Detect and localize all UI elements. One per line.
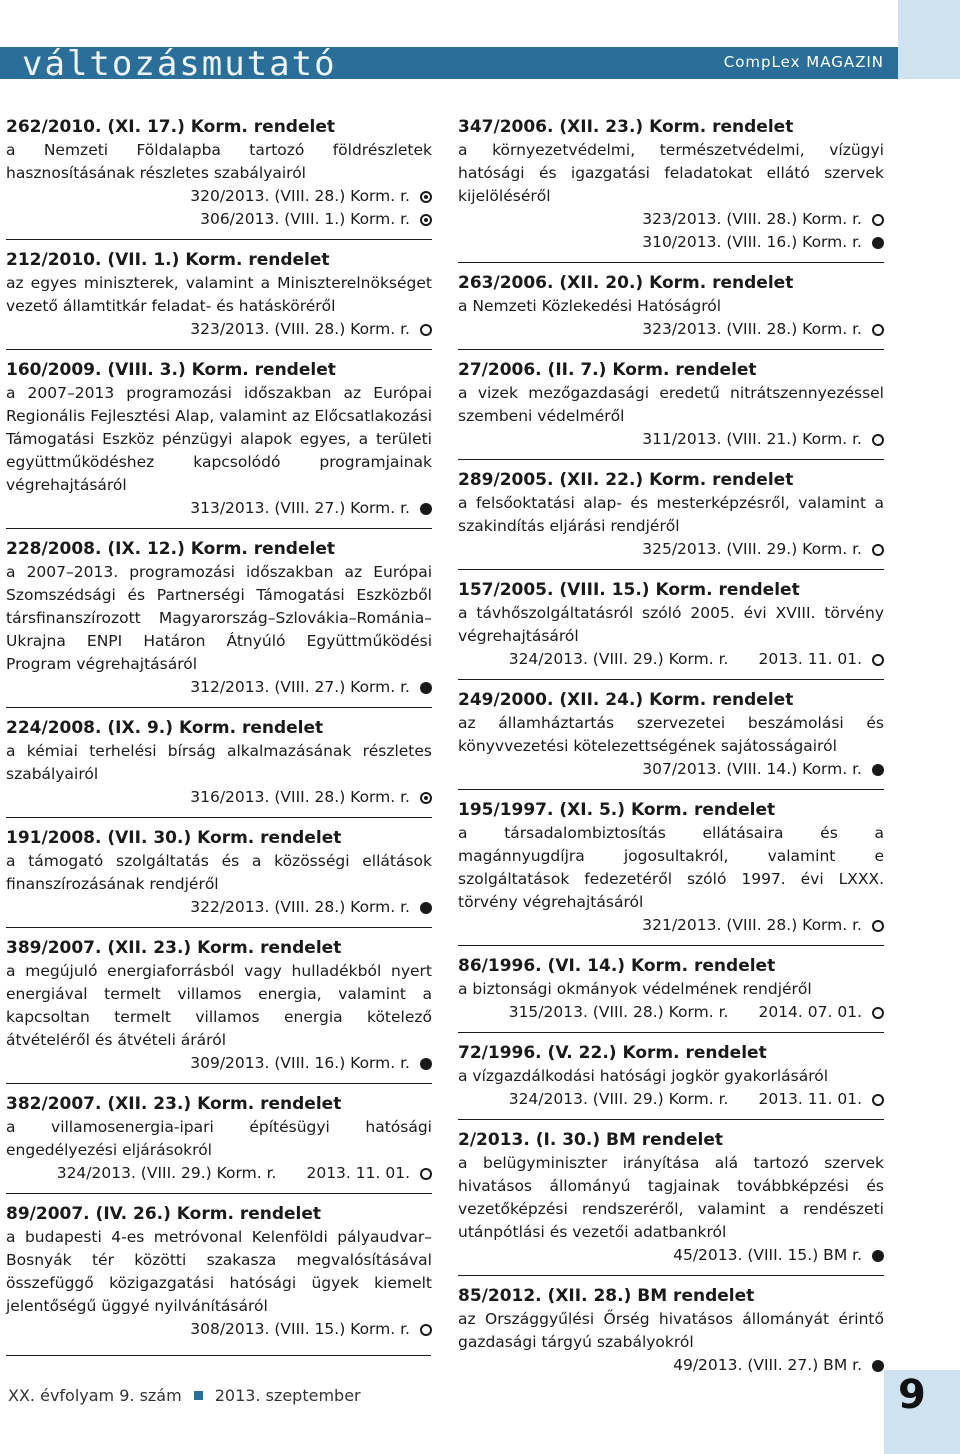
amendment-text: 308/2013. (VIII. 15.) Korm. r. (190, 1320, 410, 1338)
open-circle-icon (872, 654, 884, 666)
amendment-text: 310/2013. (VIII. 16.) Korm. r. (642, 233, 862, 251)
filled-circle-icon (420, 503, 432, 515)
square-bullet-icon (194, 1391, 203, 1400)
regulation-description: a felsőoktatási alap- és mesterképzésről, valamint a szakindítás eljárási rendjéről (458, 494, 884, 535)
open-circle-icon (872, 920, 884, 932)
amendment-reference (6, 896, 432, 919)
regulation-description: a távhőszolgáltatásról szóló 2005. évi XVIII. törvény végrehajtásáról (458, 604, 884, 645)
regulation-description: a kémiai terhelési bírság alkalmazásának részletes szabályairól (6, 742, 432, 783)
regulation-title: 212/2010. (VII. 1.) Korm. rendelet (6, 250, 330, 270)
amendment-reference (458, 208, 884, 231)
regulation-description: az államháztartás szervezetei beszámolási és könyvvezetési kötelezettségének sajátosságairól (458, 714, 884, 755)
regulation-entry (458, 579, 884, 680)
regulation-title: 224/2008. (IX. 9.) Korm. rendelet (6, 718, 324, 738)
filled-circle-icon (420, 1058, 432, 1070)
regulation-title: 72/1996. (V. 22.) Korm. rendelet (458, 1043, 767, 1063)
page-number-box (884, 1370, 960, 1454)
issue-label: XX. évfolyam 9. szám (8, 1386, 182, 1405)
open-circle-icon (872, 544, 884, 556)
regulation-description: a biztonsági okmányok védelmének rendjéről (458, 980, 812, 998)
amendment-text: 324/2013. (VIII. 29.) Korm. r. (508, 1090, 729, 1108)
section-title: változásmutató (22, 44, 337, 84)
footer (8, 1386, 361, 1405)
regulation-entry (6, 937, 432, 1084)
amendment-text: 323/2013. (VIII. 28.) Korm. r. (642, 210, 862, 228)
amendment-text: 321/2013. (VIII. 28.) Korm. r. (642, 916, 862, 934)
header-corner-block (898, 0, 960, 79)
regulation-entry (6, 249, 432, 350)
dotted-circle-icon (420, 792, 432, 804)
regulation-entry (6, 717, 432, 818)
open-circle-icon (420, 1168, 432, 1180)
amendment-text: 311/2013. (VIII. 21.) Korm. r. (642, 430, 862, 448)
regulation-description: az egyes miniszterek, valamint a Miniszterelnökséget vezető államtitkár feladat- és hatásköréről (6, 274, 432, 315)
regulation-title: 157/2005. (VIII. 15.) Korm. rendelet (458, 580, 800, 600)
regulation-description: a villamosenergia-ipari építésügyi hatósági engedélyezési eljárásokról (6, 1118, 432, 1159)
magazine-name: CompLex MAGAZIN (723, 53, 884, 71)
effective-date: 2013. 11. 01. (758, 1090, 862, 1108)
effective-date: 2013. 11. 01. (758, 650, 862, 668)
regulation-description: a környezetvédelmi, természetvédelmi, vízügyi hatósági és igazgatási feladatokat ellátó szervek kijelöléséről (458, 141, 884, 205)
amendment-reference (6, 208, 432, 231)
amendment-reference (458, 1244, 884, 1267)
regulation-title: 86/1996. (VI. 14.) Korm. rendelet (458, 956, 776, 976)
regulation-description: a budapesti 4-es metróvonal Kelenföldi pályaudvar–Bosnyák tér közötti szakasza megvalósításával összefüggő közigazgatási hatósági ügyek kiemelt jelentőségű üggyé nyilvánításáról (6, 1228, 432, 1315)
regulation-entry (458, 1285, 884, 1385)
regulation-entry (458, 799, 884, 946)
open-circle-icon (872, 434, 884, 446)
amendment-reference (6, 676, 432, 699)
regulation-title: 263/2006. (XII. 20.) Korm. rendelet (458, 273, 794, 293)
amendment-text: 325/2013. (VIII. 29.) Korm. r. (642, 540, 862, 558)
regulation-entry (458, 1042, 884, 1120)
amendment-reference (458, 538, 884, 561)
regulation-title: 382/2007. (XII. 23.) Korm. rendelet (6, 1094, 342, 1114)
filled-circle-icon (872, 237, 884, 249)
regulation-title: 2/2013. (I. 30.) BM rendelet (458, 1130, 723, 1150)
dotted-circle-icon (420, 214, 432, 226)
open-circle-icon (872, 214, 884, 226)
regulation-entry (458, 116, 884, 263)
regulation-title: 191/2008. (VII. 30.) Korm. rendelet (6, 828, 342, 848)
dotted-circle-icon (420, 191, 432, 203)
regulation-title: 85/2012. (XII. 28.) BM rendelet (458, 1286, 755, 1306)
amendment-text: 323/2013. (VIII. 28.) Korm. r. (642, 320, 862, 338)
regulation-entry (6, 359, 432, 529)
regulation-description: a Nemzeti Közlekedési Hatóságról (458, 297, 722, 315)
amendment-text: 312/2013. (VIII. 27.) Korm. r. (190, 678, 410, 696)
amendment-reference (6, 1052, 432, 1075)
amendment-text: 309/2013. (VIII. 16.) Korm. r. (190, 1054, 410, 1072)
amendment-reference (458, 428, 884, 451)
amendment-text: 45/2013. (VIII. 15.) BM r. (673, 1246, 862, 1264)
regulation-entry (458, 1129, 884, 1276)
regulation-description: a támogató szolgáltatás és a közösségi ellátások finanszírozásának rendjéről (6, 852, 432, 893)
open-circle-icon (420, 1324, 432, 1336)
regulation-title: 228/2008. (IX. 12.) Korm. rendelet (6, 539, 335, 559)
open-circle-icon (420, 324, 432, 336)
amendment-text: 320/2013. (VIII. 28.) Korm. r. (190, 187, 410, 205)
amendment-text: 324/2013. (VIII. 29.) Korm. r. (508, 650, 729, 668)
amendment-text: 324/2013. (VIII. 29.) Korm. r. (56, 1164, 277, 1182)
regulation-title: 389/2007. (XII. 23.) Korm. rendelet (6, 938, 342, 958)
amendment-reference (6, 1162, 432, 1185)
amendment-text: 49/2013. (VIII. 27.) BM r. (673, 1356, 862, 1374)
amendment-reference (458, 914, 884, 937)
filled-circle-icon (872, 1250, 884, 1262)
regulation-entry (458, 469, 884, 570)
regulation-description: a megújuló energiaforrásból vagy hulladékból nyert energiával termelt villamos energia, valamint a kapcsoltan termelt villamos energia kötelező átvételéről és átvételi áráról (6, 962, 432, 1049)
regulation-title: 89/2007. (IV. 26.) Korm. rendelet (6, 1204, 322, 1224)
amendment-reference (6, 786, 432, 809)
amendment-reference (6, 185, 432, 208)
regulation-entry (6, 827, 432, 928)
regulation-description: a vízgazdálkodási hatósági jogkör gyakorlásáról (458, 1067, 829, 1085)
amendment-text: 316/2013. (VIII. 28.) Korm. r. (190, 788, 410, 806)
amendment-reference (6, 497, 432, 520)
issue-date: 2013. szeptember (214, 1386, 361, 1405)
amendment-reference (458, 318, 884, 341)
amendment-reference (458, 1354, 884, 1377)
regulation-entry (458, 955, 884, 1033)
regulation-description: az Országgyűlési Őrség hivatásos állományát érintő gazdasági tárgyú szabályokról (458, 1310, 884, 1351)
left-column (6, 116, 432, 1358)
regulation-title: 289/2005. (XII. 22.) Korm. rendelet (458, 470, 794, 490)
regulation-entry (6, 116, 432, 240)
regulation-title: 249/2000. (XII. 24.) Korm. rendelet (458, 690, 794, 710)
amendment-text: 306/2013. (VIII. 1.) Korm. r. (200, 210, 410, 228)
amendment-reference (458, 1001, 884, 1024)
amendment-reference (458, 231, 884, 254)
open-circle-icon (872, 1007, 884, 1019)
regulation-description: a társadalombiztosítás ellátásaira és a magánnyugdíjra jogosultakról, valamint e szolgáltatások fedezetéről szóló 1997. évi LXXX. törvény végrehajtásáról (458, 824, 884, 911)
open-circle-icon (872, 324, 884, 336)
regulation-entry (6, 1093, 432, 1194)
regulation-description: a Nemzeti Földalapba tartozó földrészletek hasznosításának részletes szabályairól (6, 141, 432, 182)
amendment-reference (6, 1318, 432, 1341)
regulation-title: 27/2006. (II. 7.) Korm. rendelet (458, 360, 757, 380)
regulation-entry (6, 1203, 432, 1349)
open-circle-icon (872, 1094, 884, 1106)
filled-circle-icon (872, 764, 884, 776)
filled-circle-icon (420, 682, 432, 694)
amendment-text: 315/2013. (VIII. 28.) Korm. r. (508, 1003, 729, 1021)
regulation-entry (458, 272, 884, 350)
page-number: 9 (898, 1372, 926, 1418)
amendment-text: 307/2013. (VIII. 14.) Korm. r. (642, 760, 862, 778)
amendment-text: 313/2013. (VIII. 27.) Korm. r. (190, 499, 410, 517)
amendment-reference (6, 318, 432, 341)
amendment-text: 323/2013. (VIII. 28.) Korm. r. (190, 320, 410, 338)
regulation-entry (458, 359, 884, 460)
regulation-entry (6, 538, 432, 708)
footer-rule (6, 1355, 431, 1356)
filled-circle-icon (872, 1360, 884, 1372)
regulation-title: 262/2010. (XI. 17.) Korm. rendelet (6, 117, 335, 137)
regulation-description: a vizek mezőgazdasági eredetű nitrátszennyezéssel szembeni védelméről (458, 384, 884, 425)
right-column (458, 116, 884, 1394)
amendment-reference (458, 758, 884, 781)
regulation-description: a 2007–2013. programozási időszakban az Európai Szomszédsági és Partnerségi Támogatási Eszközből társfinanszírozott Magyarország–Szlovákia–Románia–Ukrajna ENPI Határon Átnyúló Együttműködési Program végrehajtásáról (6, 563, 432, 673)
effective-date: 2014. 07. 01. (758, 1003, 862, 1021)
amendment-text: 322/2013. (VIII. 28.) Korm. r. (190, 898, 410, 916)
regulation-title: 160/2009. (VIII. 3.) Korm. rendelet (6, 360, 336, 380)
amendment-reference (458, 1088, 884, 1111)
section-header (0, 44, 898, 84)
effective-date: 2013. 11. 01. (306, 1164, 410, 1182)
regulation-description: a belügyminiszter irányítása alá tartozó szervek hivatásos állományú tagjainak továbbképzési és vezetőképzési rendszeréről, valamint a rendészeti utánpótlási és vezetői adatbankról (458, 1154, 884, 1241)
regulation-description: a 2007–2013 programozási időszakban az Európai Regionális Fejlesztési Alap, valamint az Előcsatlakozási Támogatási Eszköz pénzügyi alapok egyes, a területi együttműködéshez kapcsolódó programjainak végrehajtásáról (6, 384, 432, 494)
amendment-reference (458, 648, 884, 671)
filled-circle-icon (420, 902, 432, 914)
regulation-title: 195/1997. (XI. 5.) Korm. rendelet (458, 800, 776, 820)
regulation-entry (458, 689, 884, 790)
regulation-title: 347/2006. (XII. 23.) Korm. rendelet (458, 117, 794, 137)
